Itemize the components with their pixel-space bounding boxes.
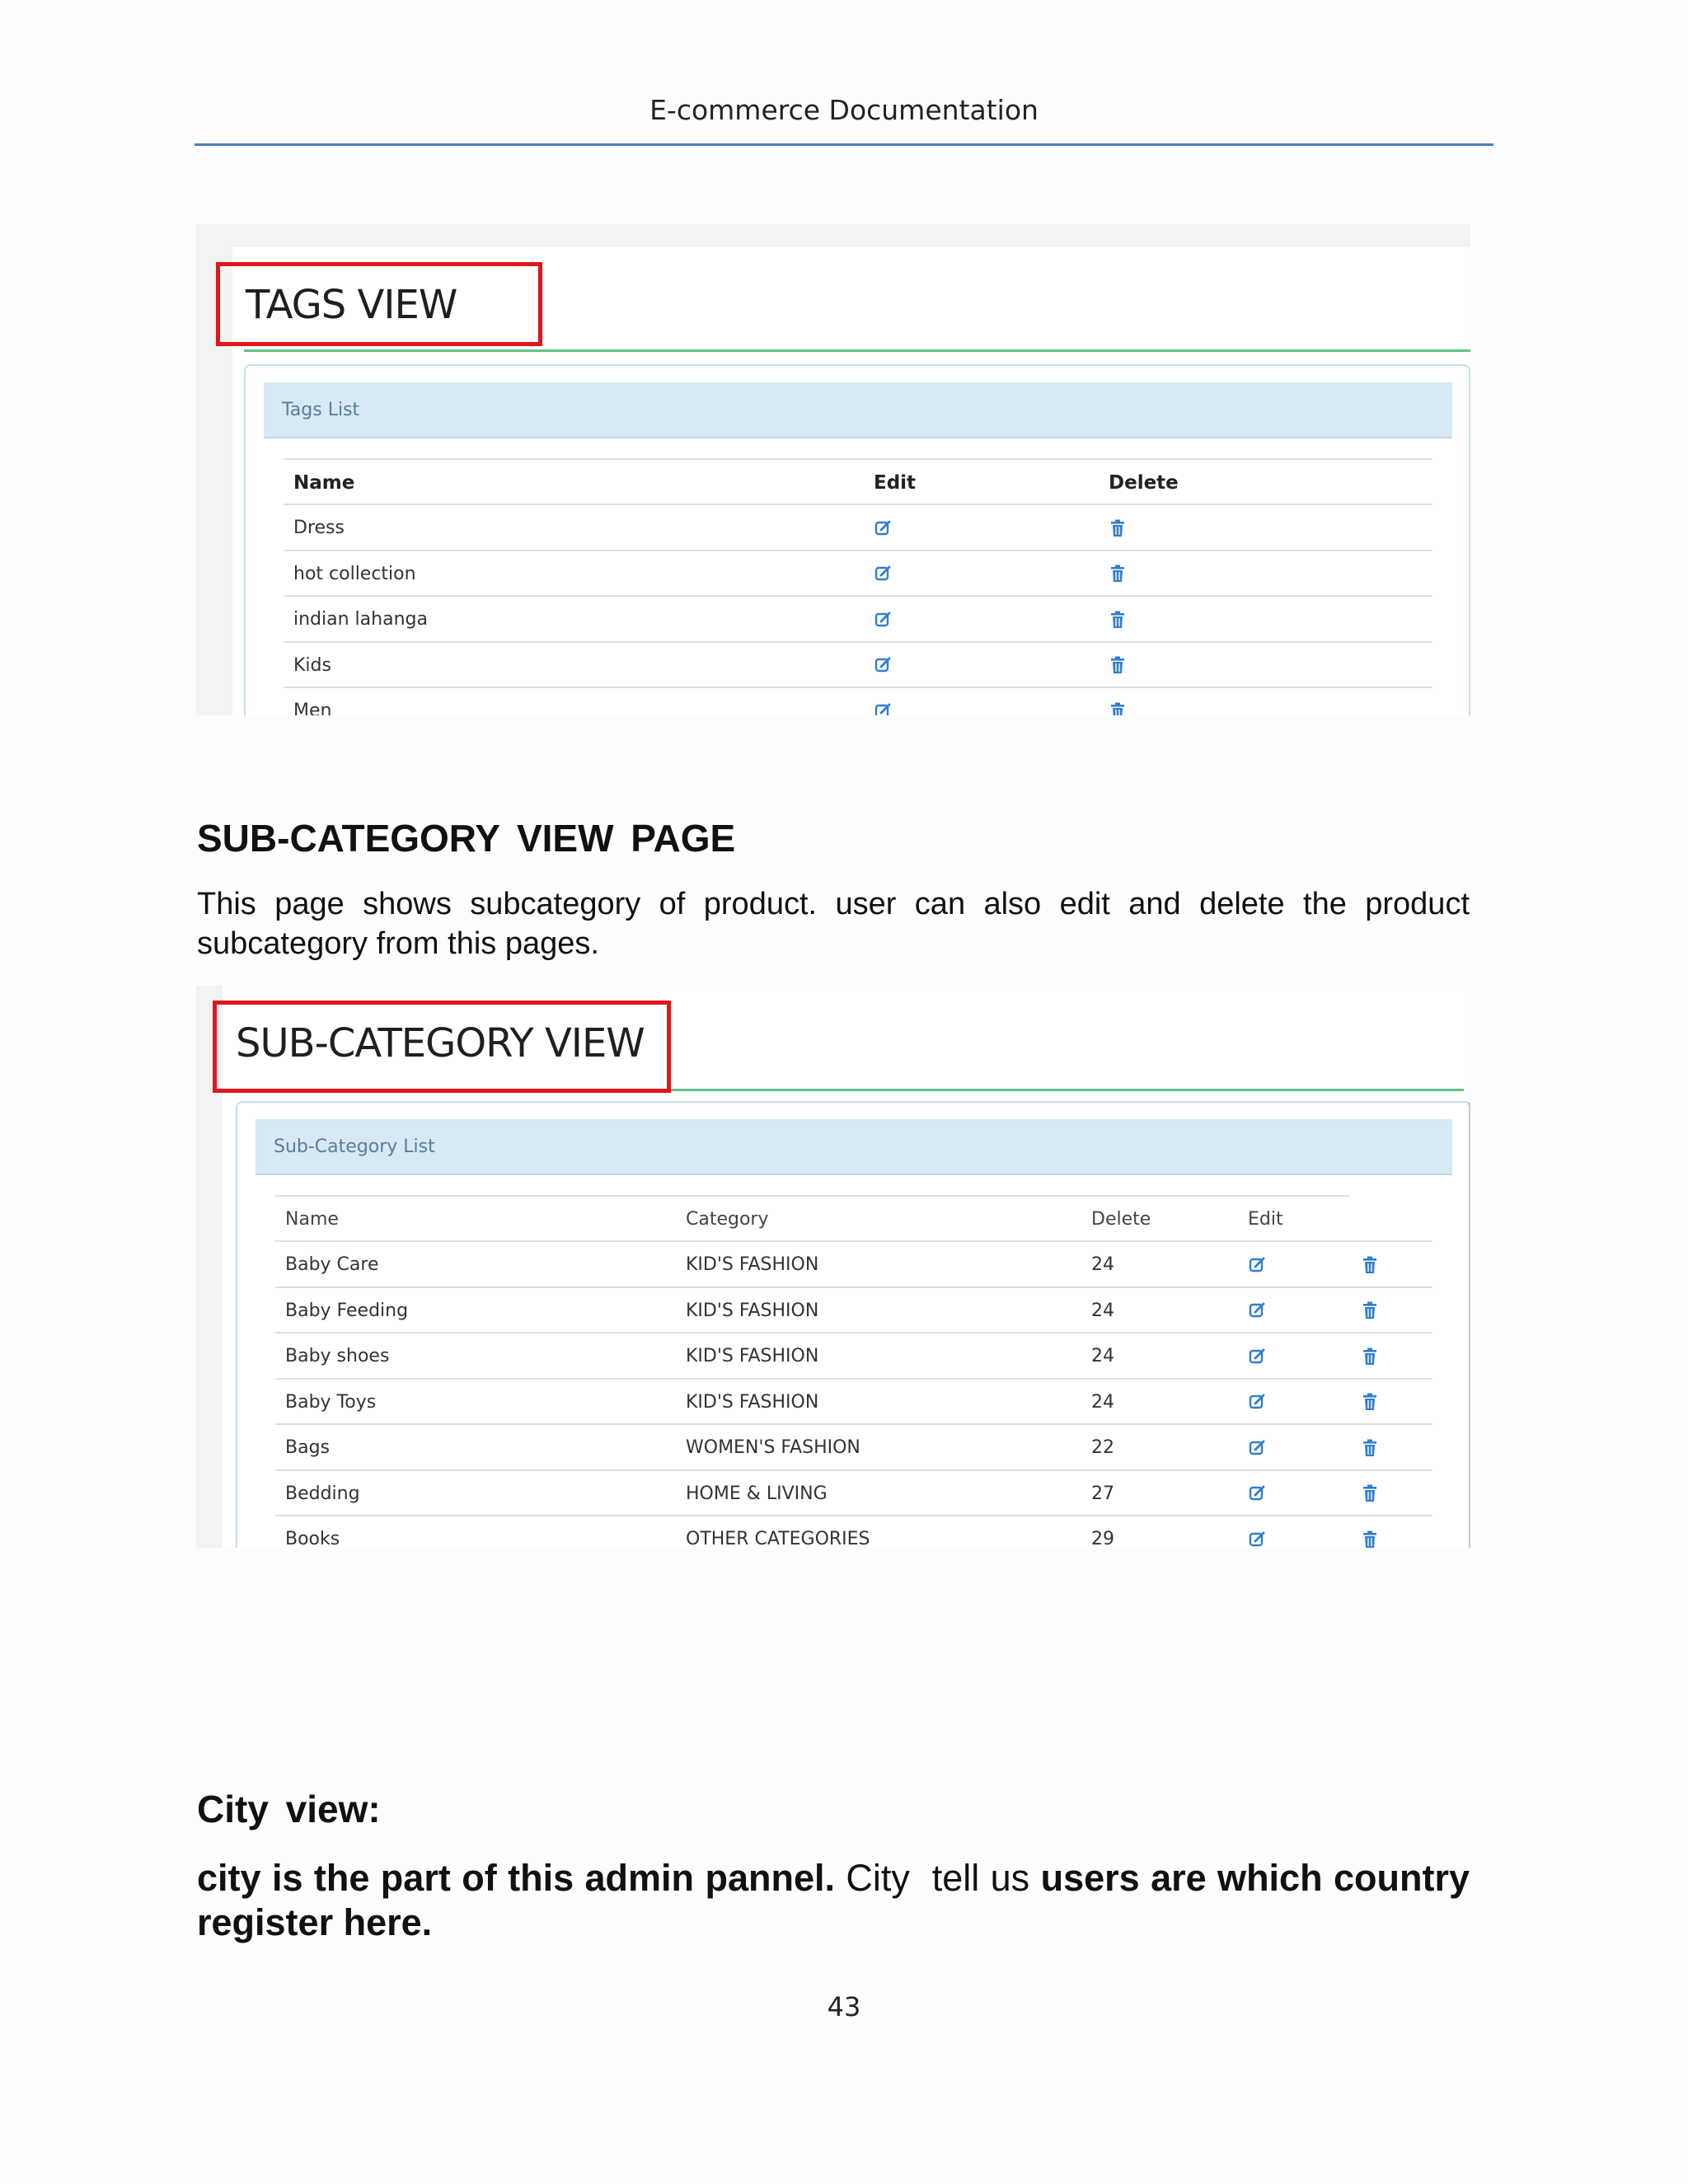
subcategory-list-header: Sub-Category List xyxy=(256,1119,1452,1175)
edit-icon[interactable] xyxy=(874,597,893,642)
edit-icon[interactable] xyxy=(1248,1471,1268,1516)
tags-view-divider xyxy=(244,349,1470,352)
trash-icon[interactable] xyxy=(1360,1516,1380,1548)
subcategory-table-row xyxy=(275,1378,1432,1425)
city-paragraph xyxy=(197,1856,1470,1945)
tag-name: hot collection xyxy=(293,563,416,584)
page-number: 43 xyxy=(827,1991,861,2022)
subcategory-table-row xyxy=(275,1240,1432,1287)
page-header: E-commerce Documentation xyxy=(649,94,1039,126)
subcategory-view-divider xyxy=(671,1089,1464,1091)
edit-icon[interactable] xyxy=(1248,1425,1268,1470)
edit-icon[interactable] xyxy=(874,551,893,597)
trash-icon[interactable] xyxy=(1108,643,1128,688)
subcategory-table-row xyxy=(275,1515,1432,1548)
tag-name: indian lahanga xyxy=(293,609,428,630)
subcategory-table-header xyxy=(275,1195,1350,1242)
tags-table-header xyxy=(284,458,1432,505)
subcategory-category: KID'S FASHION xyxy=(686,1346,819,1366)
subcategory-paragraph: This page shows subcategory of product. user can also edit and delete the product subcategory from this pages. xyxy=(197,887,1470,961)
edit-icon[interactable] xyxy=(1248,1516,1268,1548)
col-delete: Delete xyxy=(1109,471,1179,494)
subcategory-heading: SUB-CATEGORY VIEW PAGE xyxy=(197,817,736,860)
subcategory-table-row xyxy=(275,1332,1432,1379)
subcategory-name: Baby shoes xyxy=(285,1346,390,1366)
subcategory-name: Bags xyxy=(285,1437,331,1458)
subcategory-name: Baby Care xyxy=(285,1254,379,1275)
subcategory-name: Bedding xyxy=(285,1483,360,1504)
subcategory-category: KID'S FASHION xyxy=(686,1391,819,1413)
trash-icon[interactable] xyxy=(1360,1380,1380,1425)
subcategory-view-title: SUB-CATEGORY VIEW xyxy=(236,1020,645,1066)
subcategory-name: Baby Feeding xyxy=(285,1300,409,1321)
tag-name: Dress xyxy=(293,518,345,538)
tags-table-row xyxy=(284,550,1432,597)
tags-table-row xyxy=(284,504,1432,551)
subcategory-delete-value: 24 xyxy=(1091,1300,1114,1321)
subcategory-delete-value: 22 xyxy=(1091,1437,1114,1458)
tag-name: Kids xyxy=(293,654,331,676)
tags-view-title: TAGS VIEW xyxy=(246,282,457,328)
trash-icon[interactable] xyxy=(1108,551,1128,597)
tags-list-panel xyxy=(244,364,1470,715)
subcategory-category: HOME & LIVING xyxy=(686,1483,828,1504)
subcategory-name: Books xyxy=(285,1529,340,1548)
subcategory-view-highlight xyxy=(213,1001,671,1093)
header-rule xyxy=(195,143,1493,146)
edit-icon[interactable] xyxy=(1248,1242,1268,1287)
trash-icon[interactable] xyxy=(1360,1242,1380,1287)
col-edit: Edit xyxy=(1248,1209,1283,1230)
col-delete: Delete xyxy=(1091,1209,1151,1230)
edit-icon[interactable] xyxy=(874,505,893,551)
tag-name: Men xyxy=(293,701,332,715)
tags-table xyxy=(284,458,1432,715)
tags-table-row xyxy=(284,641,1432,688)
tags-view-highlight xyxy=(216,262,542,346)
city-part3: users are which country register here. xyxy=(197,1857,1470,1943)
subcategory-category: KID'S FASHION xyxy=(686,1254,819,1275)
trash-icon[interactable] xyxy=(1360,1471,1380,1516)
subcategory-delete-value: 29 xyxy=(1091,1529,1114,1548)
col-edit: Edit xyxy=(874,471,917,494)
trash-icon[interactable] xyxy=(1108,505,1128,551)
tags-table-row xyxy=(284,687,1432,715)
subcategory-name: Baby Toys xyxy=(285,1391,377,1413)
edit-icon[interactable] xyxy=(1248,1333,1268,1379)
city-heading: City view: xyxy=(197,1788,381,1830)
trash-icon[interactable] xyxy=(1360,1333,1380,1379)
edit-icon[interactable] xyxy=(1248,1380,1268,1425)
col-category: Category xyxy=(686,1209,769,1230)
edit-icon[interactable] xyxy=(1248,1288,1268,1333)
col-name: Name xyxy=(293,471,355,494)
subcategory-view-screenshot xyxy=(196,986,1470,1548)
tags-list-header: Tags List xyxy=(264,382,1452,438)
city-part1: city is the part of this admin pannel. xyxy=(197,1857,835,1899)
tags-view-screenshot xyxy=(196,224,1470,715)
subcategory-category: WOMEN'S FASHION xyxy=(686,1437,860,1458)
city-part2: City tell us xyxy=(834,1857,1041,1899)
trash-icon[interactable] xyxy=(1360,1288,1380,1333)
subcategory-delete-value: 27 xyxy=(1091,1483,1114,1504)
subcategory-table-row xyxy=(275,1469,1432,1516)
edit-icon[interactable] xyxy=(874,643,893,688)
col-name: Name xyxy=(285,1209,339,1230)
subcategory-table-row xyxy=(275,1286,1432,1333)
edit-icon[interactable] xyxy=(874,688,893,715)
subcategory-list-panel xyxy=(236,1101,1470,1548)
subcategory-table-row xyxy=(275,1423,1432,1470)
subcategory-table xyxy=(275,1195,1432,1548)
trash-icon[interactable] xyxy=(1108,688,1128,715)
subcategory-category: KID'S FASHION xyxy=(686,1300,819,1321)
subcategory-delete-value: 24 xyxy=(1091,1346,1114,1366)
trash-icon[interactable] xyxy=(1108,597,1128,642)
tags-table-row xyxy=(284,595,1432,642)
subcategory-category: OTHER CATEGORIES xyxy=(686,1529,870,1548)
subcategory-delete-value: 24 xyxy=(1091,1391,1114,1413)
trash-icon[interactable] xyxy=(1360,1425,1380,1470)
subcategory-delete-value: 24 xyxy=(1091,1254,1114,1275)
